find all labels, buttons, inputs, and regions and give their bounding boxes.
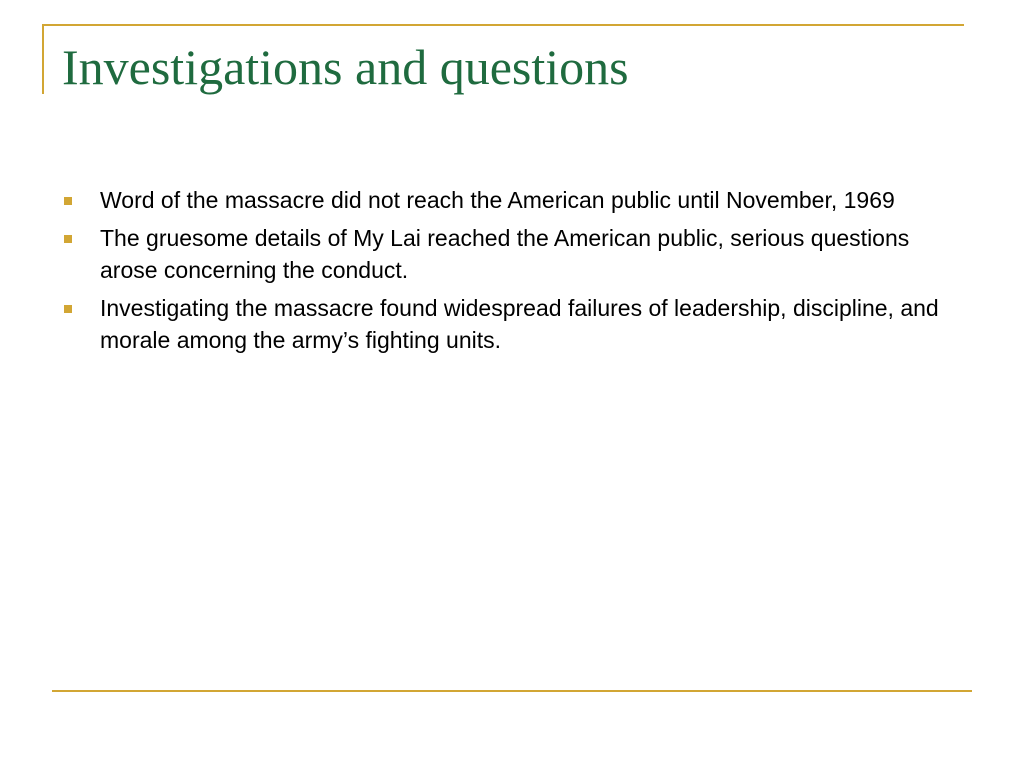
square-bullet-icon: [64, 235, 72, 243]
square-bullet-icon: [64, 305, 72, 313]
bottom-accent-line: [52, 690, 972, 692]
top-accent-line: [42, 24, 964, 26]
square-bullet-icon: [64, 197, 72, 205]
bullet-text: Word of the massacre did not reach the American public until November, 1969: [100, 187, 895, 213]
bullet-text: Investigating the massacre found widespread failures of leadership, discipline, and morale among the army’s fighting units.: [100, 295, 939, 353]
slide-title: Investigations and questions: [62, 39, 629, 95]
bullet-item: [64, 222, 964, 286]
bullet-text: The gruesome details of My Lai reached the American public, serious questions arose concerning the conduct.: [100, 225, 910, 283]
left-accent-line: [42, 24, 44, 94]
bullet-item: [64, 292, 964, 356]
bullet-list: [64, 184, 964, 362]
bullet-item: [64, 184, 964, 216]
